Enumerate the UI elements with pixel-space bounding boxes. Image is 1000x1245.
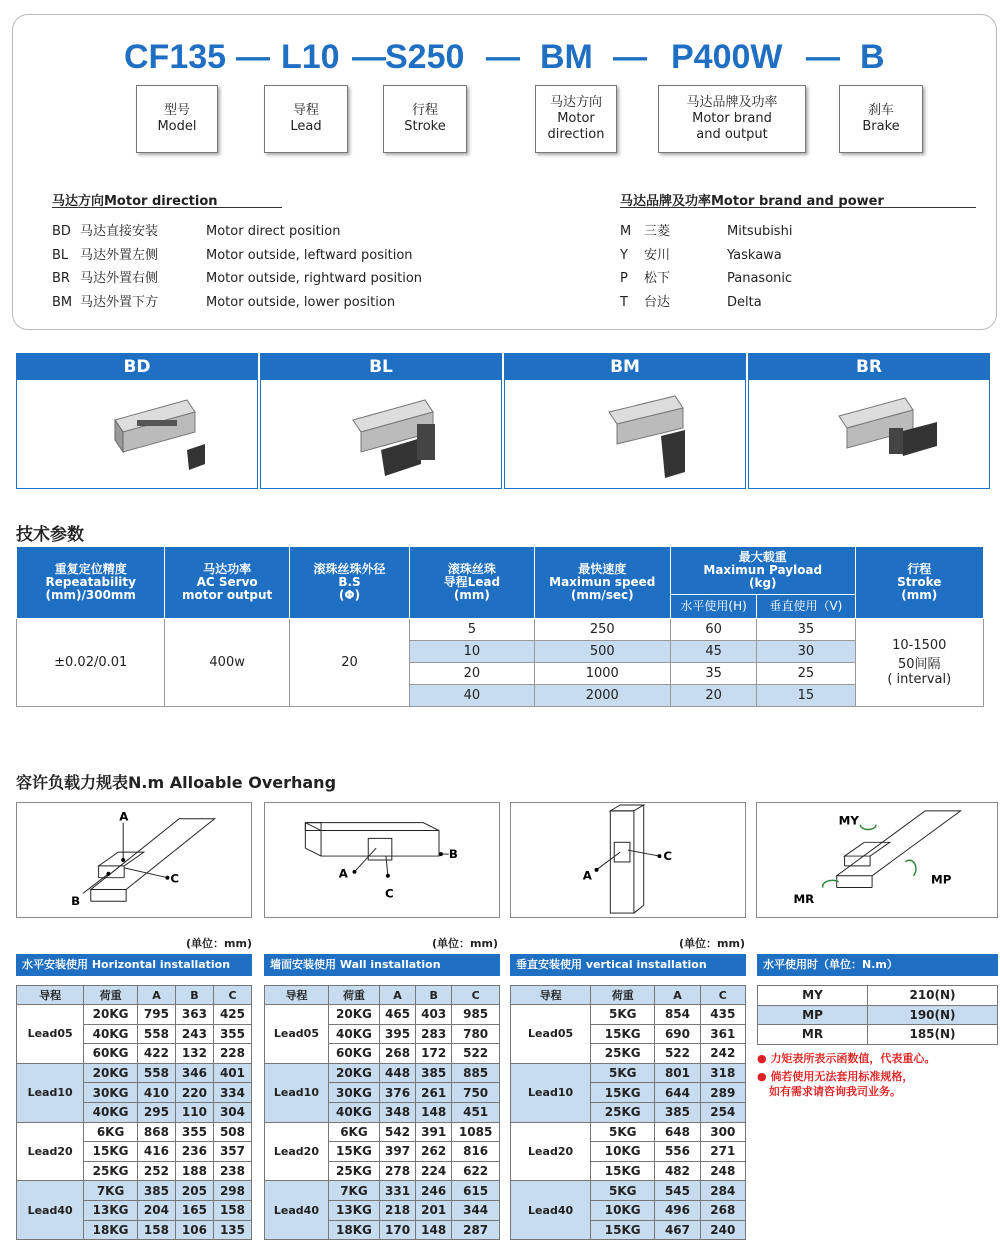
value-cell: 246 <box>416 1181 452 1201</box>
value-cell: 15KG <box>591 1220 655 1240</box>
value-cell: 25KG <box>591 1102 655 1122</box>
lead-cell: Lead40 <box>17 1181 84 1240</box>
value-cell: 15KG <box>84 1142 138 1162</box>
value-cell: 465 <box>380 1005 416 1025</box>
cell-speed: 250 <box>534 619 670 641</box>
column-header: B <box>175 986 213 1005</box>
value-cell: 644 <box>655 1083 700 1103</box>
unit-label: (单位：mm) <box>679 937 745 950</box>
vertical-table-title: 垂直安装使用 vertical installation <box>510 954 746 976</box>
product-bl <box>260 353 502 489</box>
value-cell: 1085 <box>452 1122 500 1142</box>
value-cell: 403 <box>416 1005 452 1025</box>
label-en: Lead <box>290 119 322 134</box>
value-cell: 261 <box>416 1083 452 1103</box>
note-1: ● 力矩表所表示函数值，代表重心。 <box>757 1052 936 1065</box>
value-cell: 170 <box>380 1220 416 1240</box>
value-cell: 7KG <box>328 1181 379 1201</box>
value-cell: 283 <box>416 1024 452 1044</box>
value-cell: 15KG <box>591 1161 655 1181</box>
value-cell: 220 <box>175 1083 213 1103</box>
spec-table <box>16 546 984 707</box>
label-mr: MR <box>793 892 815 907</box>
value-cell: 224 <box>416 1161 452 1181</box>
actuator-bl-image <box>281 380 481 488</box>
cell-payload-v: 15 <box>757 685 855 707</box>
value-cell: 254 <box>700 1102 745 1122</box>
code-dash: — <box>486 38 520 76</box>
value-cell: 410 <box>137 1083 175 1103</box>
cell-lead: 40 <box>410 685 534 707</box>
header-payload: 最大载重 Maximun Payload (kg) <box>670 547 855 595</box>
lead-cell: Lead20 <box>511 1122 591 1181</box>
table-row <box>511 1181 746 1201</box>
value-cell: 690 <box>655 1024 700 1044</box>
label-a: A <box>119 809 129 824</box>
code-dash: — <box>613 38 647 76</box>
column-header: B <box>416 986 452 1005</box>
diagram-vertical <box>510 802 746 918</box>
moment-diagram <box>757 803 997 917</box>
label-cn: 导程 <box>292 103 319 118</box>
value-cell: 25KG <box>84 1161 138 1181</box>
header-repeatability: 重复定位精度 Repeatability (mm)/300mm <box>17 547 165 619</box>
value-cell: 15KG <box>591 1024 655 1044</box>
column-header: C <box>213 986 251 1005</box>
diagram-wall <box>264 802 500 918</box>
value-cell: 158 <box>137 1220 175 1240</box>
label-en: Motor brand <box>692 111 772 126</box>
cell-payload-h: 60 <box>670 619 756 641</box>
note-2: ● 倘若使用无法套用标准规格， <box>757 1070 914 1083</box>
table-row <box>265 1122 500 1142</box>
list-item: T 台达 Delta <box>620 294 762 310</box>
label-lead <box>264 85 348 153</box>
value-cell: 10KG <box>591 1200 655 1220</box>
list-item: BD 马达直接安装 Motor direct position <box>52 224 341 239</box>
value-cell: 30KG <box>84 1083 138 1103</box>
value-cell: 188 <box>175 1161 213 1181</box>
value-cell: 7KG <box>84 1181 138 1201</box>
value-cell: 385 <box>416 1063 452 1083</box>
value-cell: 558 <box>137 1063 175 1083</box>
moment-table-title: 水平使用时（单位：N.m） <box>757 954 998 976</box>
label-a: A <box>338 866 348 881</box>
value-cell: 278 <box>380 1161 416 1181</box>
value-cell: 422 <box>137 1044 175 1064</box>
value-cell: 218 <box>380 1200 416 1220</box>
value-cell: 5KG <box>591 1063 655 1083</box>
cell-payload-h: 45 <box>670 641 756 663</box>
value-cell: 448 <box>380 1063 416 1083</box>
value-cell: 242 <box>700 1044 745 1064</box>
value-cell: 30KG <box>328 1083 379 1103</box>
column-header: 荷重 <box>84 986 138 1005</box>
value-cell: 750 <box>452 1083 500 1103</box>
product-bm <box>504 353 746 489</box>
diagram-moment <box>756 802 998 918</box>
value-cell: 467 <box>655 1220 700 1240</box>
value-cell: 271 <box>700 1142 745 1162</box>
moment-value: 210(N) <box>868 986 998 1006</box>
cell-lead: 20 <box>410 663 534 685</box>
code-lead: L10 <box>281 38 340 76</box>
column-header: A <box>655 986 700 1005</box>
value-cell: 391 <box>416 1122 452 1142</box>
label-brake <box>839 85 923 153</box>
horizontal-table <box>16 985 252 1240</box>
value-cell: 376 <box>380 1083 416 1103</box>
value-cell: 355 <box>213 1024 251 1044</box>
label-stroke <box>383 85 467 153</box>
value-cell: 172 <box>416 1044 452 1064</box>
table-row <box>17 1063 252 1083</box>
moment-name: MY <box>758 986 868 1006</box>
column-header: 荷重 <box>591 986 655 1005</box>
label-a: A <box>582 868 592 883</box>
product-title: BL <box>261 354 501 380</box>
table-row <box>17 1181 252 1201</box>
label-en: and output <box>696 127 768 142</box>
value-cell: 13KG <box>84 1200 138 1220</box>
value-cell: 205 <box>175 1181 213 1201</box>
list-item: M 三菱 Mitsubishi <box>620 224 793 239</box>
value-cell: 5KG <box>591 1005 655 1025</box>
moment-name: MP <box>758 1005 868 1025</box>
unit-label: (单位：mm) <box>186 937 252 950</box>
header-payload-v: 垂直使用（V) <box>757 595 855 619</box>
column-header: 导程 <box>265 986 329 1005</box>
label-mp: MP <box>931 872 952 887</box>
value-cell: 355 <box>175 1122 213 1142</box>
cell-payload-v: 30 <box>757 641 855 663</box>
value-cell: 622 <box>452 1161 500 1181</box>
value-cell: 385 <box>137 1181 175 1201</box>
table-row <box>265 1181 500 1201</box>
overhang-title: 容许负载力规表N.m Alloable Overhang <box>16 773 337 792</box>
code-brake: B <box>860 38 885 76</box>
lead-cell: Lead40 <box>511 1181 591 1240</box>
value-cell: 985 <box>452 1005 500 1025</box>
label-cn: 型号 <box>163 103 190 118</box>
code-stroke: S250 <box>385 38 465 76</box>
value-cell: 158 <box>213 1200 251 1220</box>
code-dash: — <box>352 38 386 76</box>
table-row <box>17 1005 252 1025</box>
value-cell: 20KG <box>84 1063 138 1083</box>
horizontal-diagram <box>17 803 251 917</box>
cell-payload-h: 35 <box>670 663 756 685</box>
cell-speed: 2000 <box>534 685 670 707</box>
value-cell: 385 <box>655 1102 700 1122</box>
value-cell: 148 <box>416 1220 452 1240</box>
label-cn: 马达品牌及功率 <box>686 95 778 110</box>
value-cell: 240 <box>700 1220 745 1240</box>
label-c: C <box>170 871 180 886</box>
value-cell: 780 <box>452 1024 500 1044</box>
value-cell: 40KG <box>328 1024 379 1044</box>
cell-lead: 5 <box>410 619 534 641</box>
list-item: P 松下 Panasonic <box>620 271 793 286</box>
moment-table <box>757 985 998 1045</box>
column-header: C <box>700 986 745 1005</box>
value-cell: 18KG <box>328 1220 379 1240</box>
value-cell: 132 <box>175 1044 213 1064</box>
value-cell: 331 <box>380 1181 416 1201</box>
value-cell: 508 <box>213 1122 251 1142</box>
cell-lead: 10 <box>410 641 534 663</box>
table-row <box>17 1122 252 1142</box>
value-cell: 816 <box>452 1142 500 1162</box>
product-bd <box>16 353 258 489</box>
value-cell: 615 <box>452 1181 500 1201</box>
model-code <box>0 38 1000 88</box>
value-cell: 868 <box>137 1122 175 1142</box>
value-cell: 287 <box>452 1220 500 1240</box>
label-en: Brake <box>862 119 900 134</box>
code-dash: — <box>806 38 840 76</box>
label-c: C <box>384 886 394 901</box>
value-cell: 482 <box>655 1161 700 1181</box>
lead-cell: Lead20 <box>17 1122 84 1181</box>
value-cell: 348 <box>380 1102 416 1122</box>
column-header: A <box>137 986 175 1005</box>
value-cell: 556 <box>655 1142 700 1162</box>
list-item: Y 安川 Yaskawa <box>620 247 782 263</box>
moment-name: MR <box>758 1025 868 1045</box>
value-cell: 18KG <box>84 1220 138 1240</box>
header-stroke: 行程 Stroke (mm) <box>855 547 983 619</box>
value-cell: 20KG <box>328 1005 379 1025</box>
value-cell: 346 <box>175 1063 213 1083</box>
table-row <box>265 1005 500 1025</box>
value-cell: 416 <box>137 1142 175 1162</box>
value-cell: 20KG <box>84 1005 138 1025</box>
vertical-diagram <box>511 803 745 917</box>
value-cell: 435 <box>700 1005 745 1025</box>
value-cell: 15KG <box>591 1083 655 1103</box>
value-cell: 106 <box>175 1220 213 1240</box>
wall-table-title: 墙面安装使用 Wall installation <box>264 954 500 976</box>
table-row <box>511 1063 746 1083</box>
moment-value: 185(N) <box>868 1025 998 1045</box>
value-cell: 60KG <box>328 1044 379 1064</box>
value-cell: 13KG <box>328 1200 379 1220</box>
spec-title: 技术参数 <box>16 525 84 545</box>
brand-list <box>620 220 792 314</box>
cell-repeatability: ±0.02/0.01 <box>17 619 165 707</box>
column-header: 导程 <box>17 986 84 1005</box>
horizontal-table-title: 水平安装使用 Horizontal installation <box>16 954 252 976</box>
value-cell: 854 <box>655 1005 700 1025</box>
divider <box>620 207 976 208</box>
value-cell: 10KG <box>591 1142 655 1162</box>
label-c: C <box>663 849 673 863</box>
column-header: A <box>380 986 416 1005</box>
direction-title: 马达方向Motor direction <box>52 194 218 209</box>
label-en: direction <box>547 127 605 142</box>
value-cell: 5KG <box>591 1122 655 1142</box>
wall-table <box>264 985 500 1240</box>
value-cell: 558 <box>137 1024 175 1044</box>
header-payload-h: 水平使用(H) <box>670 595 756 619</box>
value-cell: 40KG <box>84 1024 138 1044</box>
product-title: BD <box>17 354 257 380</box>
table-row <box>511 1005 746 1025</box>
value-cell: 395 <box>380 1024 416 1044</box>
value-cell: 496 <box>655 1200 700 1220</box>
label-model <box>136 85 218 153</box>
value-cell: 357 <box>213 1142 251 1162</box>
vertical-table <box>510 985 746 1240</box>
lead-cell: Lead10 <box>17 1063 84 1122</box>
label-b: B <box>448 847 458 862</box>
list-item: BL 马达外置左侧 Motor outside, leftward position <box>52 247 413 263</box>
header-bs: 滚珠丝珠外径 B.S (Φ) <box>289 547 409 619</box>
cell-bs: 20 <box>289 619 409 707</box>
label-my: MY <box>838 813 859 828</box>
value-cell: 300 <box>700 1122 745 1142</box>
value-cell: 268 <box>700 1200 745 1220</box>
lead-cell: Lead20 <box>265 1122 329 1181</box>
product-br <box>748 353 990 489</box>
cell-payload-h: 20 <box>670 685 756 707</box>
column-header: 导程 <box>511 986 591 1005</box>
value-cell: 401 <box>213 1063 251 1083</box>
value-cell: 15KG <box>328 1142 379 1162</box>
value-cell: 6KG <box>84 1122 138 1142</box>
value-cell: 262 <box>416 1142 452 1162</box>
value-cell: 243 <box>175 1024 213 1044</box>
value-cell: 397 <box>380 1142 416 1162</box>
value-cell: 304 <box>213 1102 251 1122</box>
label-en: Motor <box>557 111 595 126</box>
unit-label: (单位：mm) <box>432 937 498 950</box>
label-en: Model <box>157 119 197 134</box>
actuator-br-image <box>769 380 969 488</box>
code-motor-direction: BM <box>540 38 593 76</box>
value-cell: 204 <box>137 1200 175 1220</box>
moment-value: 190(N) <box>868 1005 998 1025</box>
cell-stroke: 10-1500 50间隔 ( interval) <box>855 619 983 707</box>
value-cell: 298 <box>213 1181 251 1201</box>
value-cell: 318 <box>700 1063 745 1083</box>
value-cell: 363 <box>175 1005 213 1025</box>
note-3: 如有需求请咨询我司业务。 <box>769 1085 901 1098</box>
value-cell: 60KG <box>84 1044 138 1064</box>
value-cell: 236 <box>175 1142 213 1162</box>
value-cell: 5KG <box>591 1181 655 1201</box>
header-speed: 最快速度 Maximun speed (mm/sec) <box>534 547 670 619</box>
value-cell: 425 <box>213 1005 251 1025</box>
value-cell: 252 <box>137 1161 175 1181</box>
value-cell: 284 <box>700 1181 745 1201</box>
column-header: 荷重 <box>328 986 379 1005</box>
value-cell: 885 <box>452 1063 500 1083</box>
value-cell: 522 <box>655 1044 700 1064</box>
lead-cell: Lead10 <box>265 1063 329 1122</box>
label-cn: 刹车 <box>867 103 894 118</box>
value-cell: 25KG <box>591 1044 655 1064</box>
value-cell: 542 <box>380 1122 416 1142</box>
value-cell: 801 <box>655 1063 700 1083</box>
cell-speed: 500 <box>534 641 670 663</box>
direction-list <box>52 220 422 314</box>
code-motor-brand: P400W <box>671 38 783 76</box>
divider <box>52 207 282 208</box>
value-cell: 295 <box>137 1102 175 1122</box>
header-power: 马达功率 AC Servo motor output <box>165 547 289 619</box>
value-cell: 110 <box>175 1102 213 1122</box>
value-cell: 795 <box>137 1005 175 1025</box>
value-cell: 344 <box>452 1200 500 1220</box>
header-lead: 滚珠丝珠 导程Lead (mm) <box>410 547 534 619</box>
wall-diagram <box>265 803 499 917</box>
value-cell: 289 <box>700 1083 745 1103</box>
label-b: B <box>71 894 81 909</box>
value-cell: 165 <box>175 1200 213 1220</box>
cell-payload-v: 35 <box>757 619 855 641</box>
value-cell: 522 <box>452 1044 500 1064</box>
value-cell: 545 <box>655 1181 700 1201</box>
label-motor-brand <box>658 85 806 153</box>
value-cell: 361 <box>700 1024 745 1044</box>
code-model: CF135 <box>124 38 227 76</box>
value-cell: 40KG <box>84 1102 138 1122</box>
value-cell: 451 <box>452 1102 500 1122</box>
actuator-bd-image <box>37 380 237 488</box>
product-title: BM <box>505 354 745 380</box>
lead-cell: Lead10 <box>511 1063 591 1122</box>
value-cell: 20KG <box>328 1063 379 1083</box>
cell-power: 400w <box>165 619 289 707</box>
value-cell: 40KG <box>328 1102 379 1122</box>
value-cell: 268 <box>380 1044 416 1064</box>
label-cn: 马达方向 <box>549 95 602 110</box>
lead-cell: Lead05 <box>511 1005 591 1064</box>
value-cell: 25KG <box>328 1161 379 1181</box>
value-cell: 201 <box>416 1200 452 1220</box>
diagram-horizontal <box>16 802 252 918</box>
list-item: BM 马达外置下方 Motor outside, lower position <box>52 294 396 310</box>
actuator-bm-image <box>525 380 725 488</box>
table-row <box>511 1122 746 1142</box>
list-item: BR 马达外置右侧 Motor outside, rightward position <box>52 271 423 286</box>
value-cell: 248 <box>700 1161 745 1181</box>
code-dash: — <box>236 38 270 76</box>
value-cell: 6KG <box>328 1122 379 1142</box>
label-motor-direction <box>535 85 617 153</box>
value-cell: 648 <box>655 1122 700 1142</box>
value-cell: 148 <box>416 1102 452 1122</box>
value-cell: 228 <box>213 1044 251 1064</box>
table-row <box>265 1063 500 1083</box>
column-header: C <box>452 986 500 1005</box>
value-cell: 334 <box>213 1083 251 1103</box>
brand-title: 马达品牌及功率Motor brand and power <box>620 194 884 209</box>
lead-cell: Lead05 <box>265 1005 329 1064</box>
cell-payload-v: 25 <box>757 663 855 685</box>
product-title: BR <box>749 354 989 380</box>
label-en: Stroke <box>404 119 446 134</box>
label-cn: 行程 <box>411 103 438 118</box>
lead-cell: Lead05 <box>17 1005 84 1064</box>
value-cell: 135 <box>213 1220 251 1240</box>
lead-cell: Lead40 <box>265 1181 329 1240</box>
cell-speed: 1000 <box>534 663 670 685</box>
value-cell: 238 <box>213 1161 251 1181</box>
